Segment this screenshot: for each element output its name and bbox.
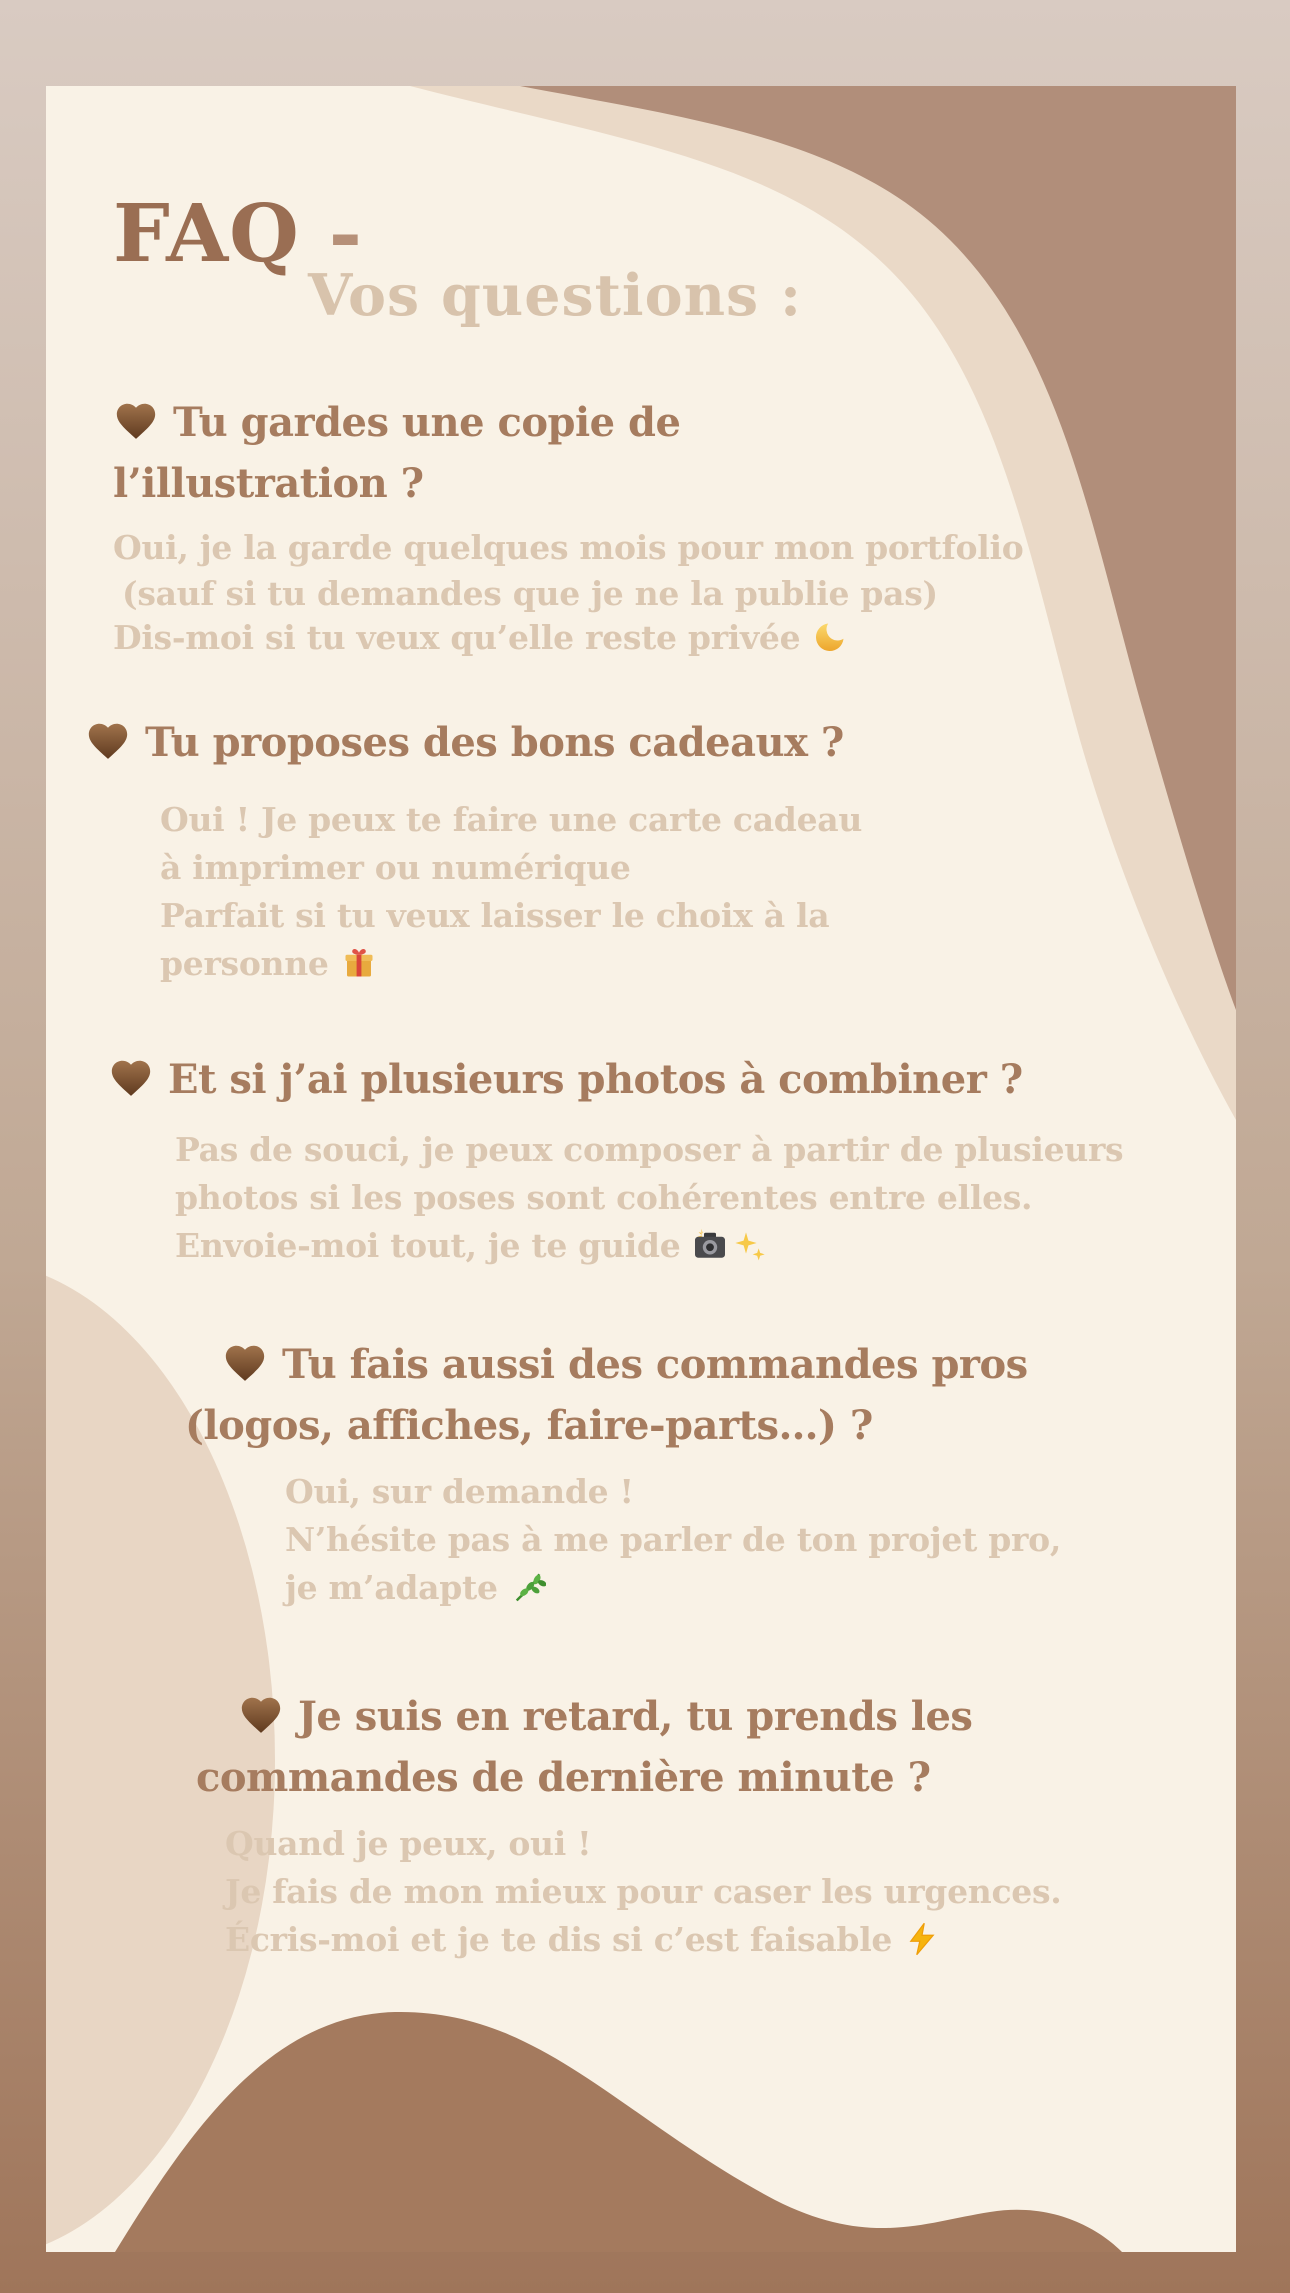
- brown-heart-icon: [85, 718, 131, 764]
- faq-question-2-line-1: [85, 718, 844, 766]
- sparkles-icon: [734, 1231, 766, 1263]
- answer-text: Envoie-moi tout, je te guide: [175, 1226, 681, 1265]
- faq-question-1-line-1: [113, 398, 680, 446]
- faq-answer-1-line-2: (sauf si tu demandes que je ne la publie pas): [122, 574, 938, 613]
- brown-heart-icon: [108, 1055, 154, 1101]
- brown-heart-icon: [238, 1692, 284, 1738]
- question-text: Et si j’ai plusieurs photos à combiner ?: [168, 1056, 1023, 1103]
- question-text: Tu proposes des bons cadeaux ?: [145, 719, 844, 766]
- faq-answer-5-line-3: [225, 1920, 940, 1959]
- faq-answer-3-line-3: [175, 1226, 766, 1265]
- lightning-icon: [904, 1921, 940, 1957]
- faq-answer-2-line-2: à imprimer ou numérique: [160, 848, 631, 887]
- faq-answer-2-line-3: Parfait si tu veux laisser le choix à la: [160, 896, 830, 935]
- faq-answer-3-line-1: Pas de souci, je peux composer à partir de plusieurs: [175, 1130, 1124, 1169]
- faq-question-4-line-1: [222, 1340, 1028, 1388]
- question-text: Tu gardes une copie de: [173, 399, 681, 446]
- faq-answer-1-line-1: Oui, je la garde quelques mois pour mon portfolio: [113, 528, 1024, 567]
- camera-flash-icon: [692, 1227, 728, 1263]
- faq-answer-2-line-1: Oui ! Je peux te faire une carte cadeau: [160, 800, 863, 839]
- answer-text: Écris-moi et je te dis si c’est faisable: [225, 1920, 893, 1959]
- faq-answer-4-line-3: [285, 1568, 546, 1607]
- herb-icon: [510, 1569, 546, 1605]
- question-text: Je suis en retard, tu prends les: [298, 1693, 973, 1740]
- faq-answer-4-line-1: Oui, sur demande !: [285, 1472, 634, 1511]
- faq-question-3-line-1: [108, 1055, 1023, 1103]
- brown-heart-icon: [222, 1340, 268, 1386]
- page-title-dash: -: [328, 186, 363, 280]
- faq-answer-3-line-2: photos si les poses sont cohérentes entre elles.: [175, 1178, 1033, 1217]
- faq-answer-5-line-2: Je fais de mon mieux pour caser les urgences.: [225, 1872, 1062, 1911]
- page-title-text: FAQ: [113, 186, 300, 280]
- gift-icon: [341, 945, 377, 981]
- faq-answer-2-line-4: [160, 944, 377, 983]
- answer-text: je m’adapte: [285, 1568, 498, 1607]
- answer-text: Dis-moi si tu veux qu’elle reste privée: [113, 618, 801, 657]
- faq-answer-1-line-3: [113, 618, 848, 657]
- question-text: Tu fais aussi des commandes pros: [282, 1341, 1028, 1388]
- faq-answer-5-line-1: Quand je peux, oui !: [225, 1824, 592, 1863]
- faq-question-5-line-2: commandes de dernière minute ?: [196, 1754, 931, 1801]
- answer-text: personne: [160, 944, 329, 983]
- crescent-moon-icon: [812, 619, 848, 655]
- faq-question-5-line-1: [238, 1692, 972, 1740]
- faq-question-4-line-2: (logos, affiches, faire-parts…) ?: [185, 1402, 873, 1449]
- faq-answer-4-line-2: N’hésite pas à me parler de ton projet pro,: [285, 1520, 1062, 1559]
- brown-heart-icon: [113, 398, 159, 444]
- faq-question-1-line-2: l’illustration ?: [113, 460, 424, 507]
- page-subtitle: Vos questions :: [308, 262, 803, 329]
